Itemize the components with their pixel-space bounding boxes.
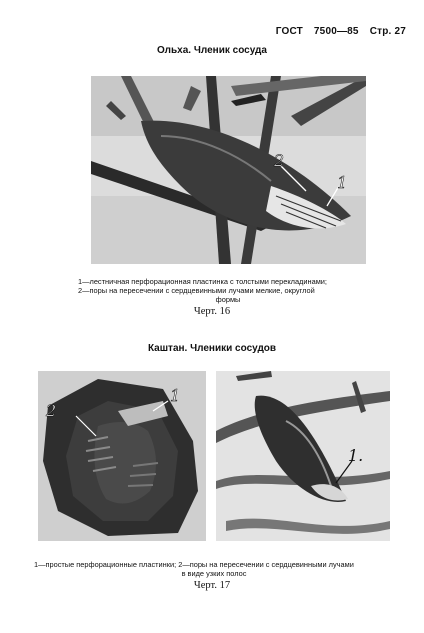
figure-16-photo [91,76,366,264]
figure-16-number: Черт. 16 [193,306,231,317]
figure-16-caption-line-2: 2—поры на пересечении с сердцевинными лучами мелкие, округлой [78,286,315,295]
figure-16-caption-line-1: 1—лестничная перфорационная пластинка с толстыми перекладинами; [78,277,327,286]
figure-17-caption-line-2: в виде узких полос [181,569,247,578]
page-number: Стр. 27 [369,26,406,37]
figure-16-label-2: 2 [274,151,285,170]
figure-17-photo-right [216,371,390,541]
figure-16-label-1: 1 [337,173,348,192]
figure-17-right-label-1: 1. [348,446,364,465]
figure-17-title: Каштан. Членики сосудов [147,343,277,354]
figure-17-left-label-1: 1 [170,386,181,405]
figure-16-caption-line-3: формы [215,295,241,304]
figure-17-photo-left [38,371,206,541]
standard-number: 7500—85 [313,26,359,37]
figure-17-left-label-2: 2 [46,401,57,420]
figure-17-caption-line-1: 1—простые перфорационные пластинки; 2—поры на пересечении с сердцевинными лучами [34,560,354,569]
gost-label: ГОСТ [275,26,303,37]
figure-17-caption [34,560,394,578]
figure-16-caption [78,277,378,304]
page-header [276,26,406,37]
figure-17-number: Черт. 17 [193,580,231,591]
figure-16-title: Ольха. Членик сосуда [157,45,267,56]
